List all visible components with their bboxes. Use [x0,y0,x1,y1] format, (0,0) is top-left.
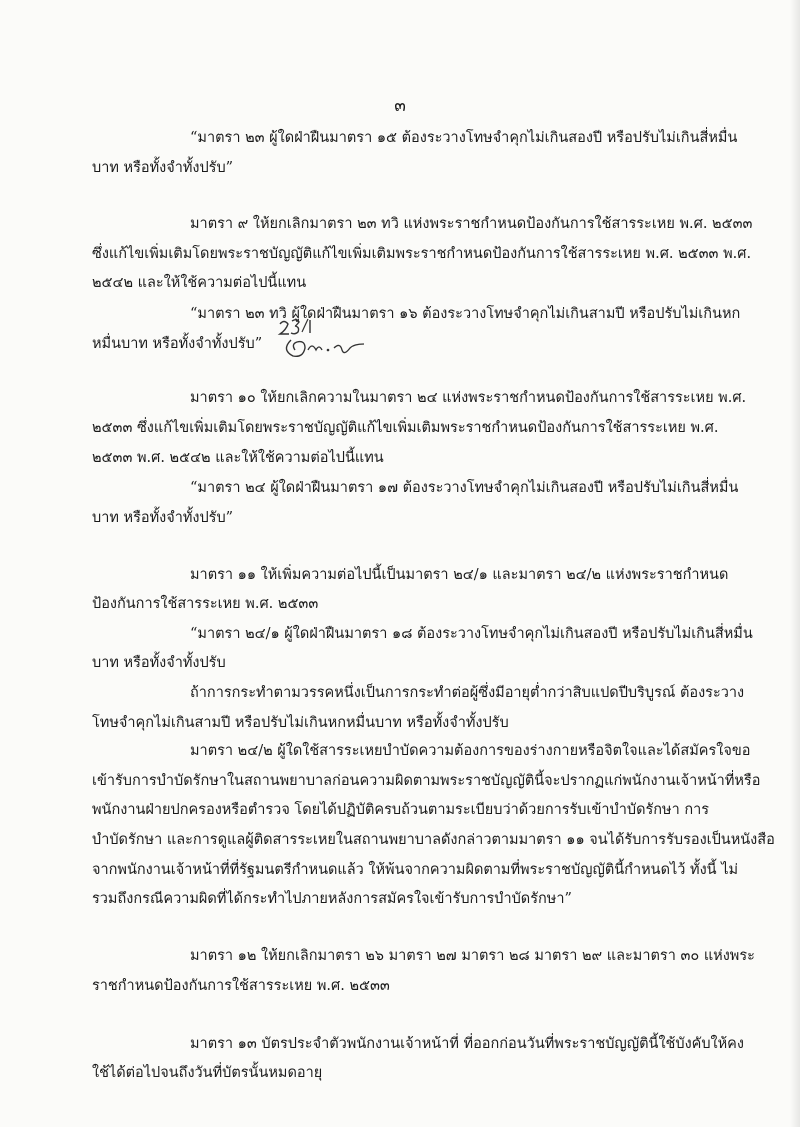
text-line: บำบัดรักษา และการดูแลผู้ติดสารระเหยในสถานพยาบาลดังกล่าวตามมาตรา ๑๑ จนได้รับการรับรองเป็นหนังสือ [92,832,775,848]
text-line: มาตรา ๑๐ ให้ยกเลิกความในมาตรา ๒๔ แห่งพระราชกำหนดป้องกันการใช้สารระเหย พ.ศ. [190,390,747,406]
text-line: ๒๕๓๓ ซึ่งแก้ไขเพิ่มเติมโดยพระราชบัญญัติแก้ไขเพิ่มเติมพระราชกำหนดป้องกันการใช้สารระเหย พ.ศ. [92,420,719,436]
text-line: โทษจำคุกไม่เกินสามปี หรือปรับไม่เกินหกหมื่นบาท หรือทั้งจำทั้งปรับ [92,715,509,731]
text-line: ราชกำหนดป้องกันการใช้สารระเหย พ.ศ. ๒๕๓๓ [92,978,390,994]
text-line: “มาตรา ๒๓ ทวิ ผู้ใดฝ่าฝืนมาตรา ๑๖ ต้องระวางโทษจำคุกไม่เกินสามปี หรือปรับไม่เกินหก [190,306,741,322]
text-line: จากพนักงานเจ้าหน้าที่ที่รัฐมนตรีกำหนดแล้ว ให้พ้นจากความผิดตามที่พระราชบัญญัตินี้กำหนดไว้ ทั้งนี้ ไม่ [92,862,739,878]
text-line: “มาตรา ๒๓ ผู้ใดฝ่าฝืนมาตรา ๑๕ ต้องระวางโทษจำคุกไม่เกินสองปี หรือปรับไม่เกินสี่หมื่น [190,130,738,146]
text-line: บาท หรือทั้งจำทั้งปรับ” [92,160,234,176]
text-line: “มาตรา ๒๔/๑ ผู้ใดฝ่าฝืนมาตรา ๑๘ ต้องระวางโทษจำคุกไม่เกินสองปี หรือปรับไม่เกินสี่หมื่น [190,626,753,642]
handwritten-annotation [276,318,366,360]
text-line: รวมถึงกรณีความผิดที่ได้กระทำไปภายหลังการสมัครใจเข้ารับการบำบัดรักษา” [92,891,572,907]
text-line: ป้องกันการใช้สารระเหย พ.ศ. ๒๕๓๓ [92,596,319,612]
text-line: พนักงานฝ่ายปกครองหรือตำรวจ โดยได้ปฏิบัติครบถ้วนตามระเบียบว่าด้วยการรับเข้าบำบัดรักษา การ [92,802,710,818]
text-line: เข้ารับการบำบัดรักษาในสถานพยาบาลก่อนความผิดตามพระราชบัญญัตินี้จะปรากฏแก่พนักงานเจ้าหน้าที่หรือ [92,773,761,789]
page-number: ๓ [394,96,406,116]
text-line: มาตรา ๑๓ บัตรประจำตัวพนักงานเจ้าหน้าที่ ที่ออกก่อนวันที่พระราชบัญญัตินี้ใช้บังคับให้คง [190,1036,744,1052]
text-line: ๒๕๔๒ และให้ใช้ความต่อไปนี้แทน [92,275,307,291]
text-line: ๒๕๓๓ พ.ศ. ๒๕๔๒ และให้ใช้ความต่อไปนี้แทน [92,450,384,466]
text-line: “มาตรา ๒๔ ผู้ใดฝ่าฝืนมาตรา ๑๗ ต้องระวางโทษจำคุกไม่เกินสองปี หรือปรับไม่เกินสี่หมื่น [190,480,739,496]
text-line: ซึ่งแก้ไขเพิ่มเติมโดยพระราชบัญญัติแก้ไขเพิ่มเติมพระราชกำหนดป้องกันการใช้สารระเหย พ.ศ. ๒๕๓๓ พ.ศ. [92,246,752,262]
text-line: มาตรา ๑๒ ให้ยกเลิกมาตรา ๒๖ มาตรา ๒๗ มาตรา ๒๘ มาตรา ๒๙ และมาตรา ๓๐ แห่งพระ [190,948,755,964]
text-line: มาตรา ๙ ให้ยกเลิกมาตรา ๒๓ ทวิ แห่งพระราชกำหนดป้องกันการใช้สารระเหย พ.ศ. ๒๕๓๓ [190,216,753,232]
text-line: ถ้าการกระทำตามวรรคหนึ่งเป็นการกระทำต่อผู้ซึ่งมีอายุต่ำกว่าสิบแปดปีบริบูรณ์ ต้องระวาง [190,685,745,701]
text-line: มาตรา ๑๑ ให้เพิ่มความต่อไปนี้เป็นมาตรา ๒๔/๑ และมาตรา ๒๔/๒ แห่งพระราชกำหนด [190,567,729,583]
text-line: ใช้ได้ต่อไปจนถึงวันที่บัตรนั้นหมดอายุ [92,1065,323,1081]
text-line: มาตรา ๒๔/๒ ผู้ใดใช้สารระเหยบำบัดความต้องการของร่างกายหรือจิตใจและได้สมัครใจขอ [190,743,751,759]
text-line: บาท หรือทั้งจำทั้งปรับ” [92,510,234,526]
text-line: บาท หรือทั้งจำทั้งปรับ [92,655,226,671]
text-line: หมื่นบาท หรือทั้งจำทั้งปรับ” [92,336,263,352]
scan-shadow [790,0,800,1127]
